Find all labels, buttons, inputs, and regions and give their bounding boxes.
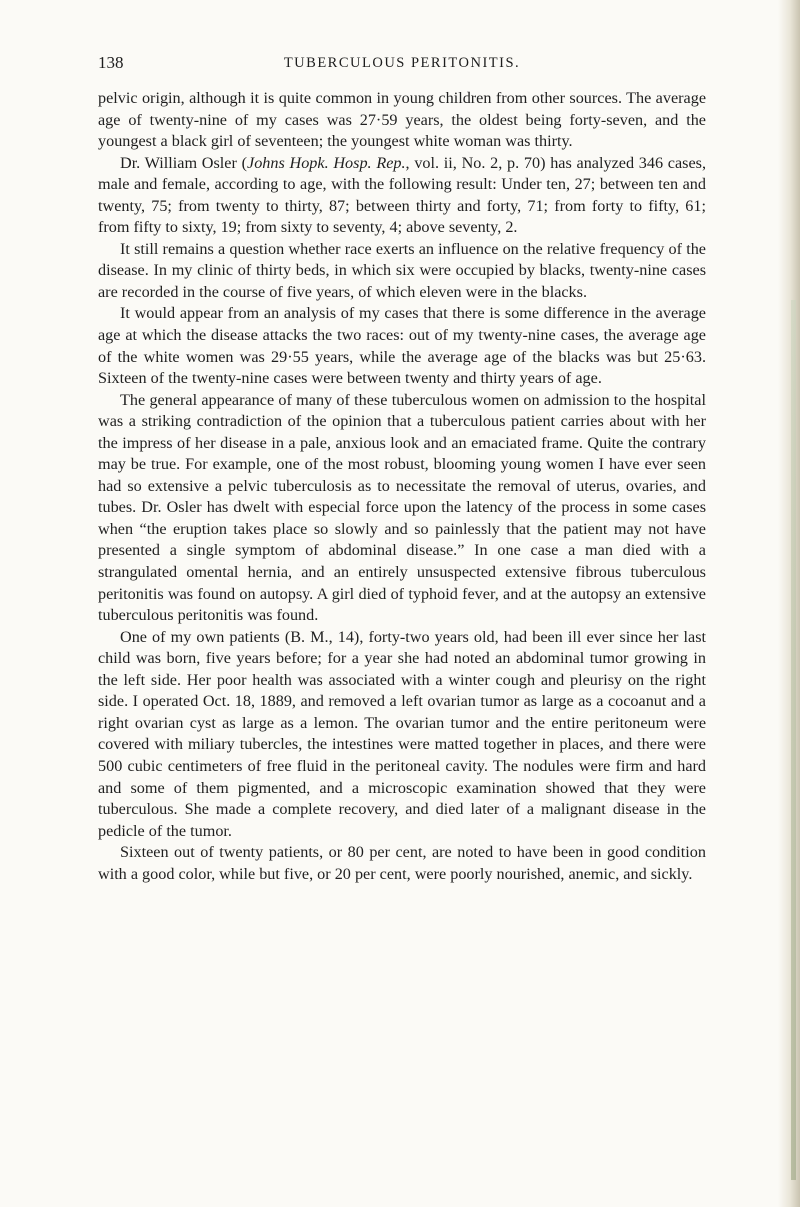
paragraph: pelvic origin, although it is quite common in young children from other sources. The average age of twenty-nine of my cases was 27·59 years, the oldest being forty-seven, and the youngest a black girl of seventeen; the youngest white woman was thirty. bbox=[98, 89, 706, 151]
page-header bbox=[98, 53, 706, 77]
paragraph: It would appear from an analysis of my cases that there is some difference in the average age at which the disease attacks the two races: out of my twenty-nine cases, the average age of the white women was 29·55 years, while the average age of the blacks was but 25·63. Sixteen of the twenty-nine cases were between twenty and thirty years of age. bbox=[98, 304, 706, 388]
page-number: 138 bbox=[98, 53, 124, 72]
paragraph: One of my own patients (B. M., 14), forty-two years old, had been ill ever since her last child was born, five years before; for a year she had noted an abdominal tumor growing in the left side. Her poor health was associated with a winter cough and pleurisy on the right side. I operated Oct. 18, 1889, and removed a left ovarian tumor as large as a cocoanut and a right ovarian cyst as large as a lemon. The ovarian tumor and the entire peritoneum were covered with miliary tubercles, the intestines were matted together in places, and there were 500 cubic centimeters of free fluid in the peritoneal cavity. The nodules were firm and hard and some of them pigmented, and a microscopic examination showed that they were tuberculous. She made a complete recovery, and died later of a malignant disease in the pedicle of the tumor. bbox=[98, 627, 706, 840]
paragraph: The general appearance of many of these tuberculous women on admission to the hospital was a striking contradiction of the opinion that a tuberculous patient carries about with her the impress of her disease in a pale, anxious look and an emaciated frame. Quite the contrary may be true. For example, one of the most robust, blooming young women I have ever seen had so extensive a pelvic tuberculosis as to necessitate the removal of uterus, ovaries, and tubes. Dr. Osler has dwelt with especial force upon the latency of the process in some cases when “the eruption takes place so slowly and so painlessly that the patient may not have presented a single symptom of abdominal disease.” In one case a man died with a strangulated omental hernia, and an entirely unsuspected extensive fibrous tuberculous peritonitis was found on autopsy. A girl died of typhoid fever, and at the autopsy an extensive tuberculous peritonitis was found. bbox=[98, 390, 706, 625]
paragraph-osler-analysis bbox=[98, 153, 706, 239]
paragraph: Sixteen out of twenty patients, or 80 per cent, are noted to have been in good condition with a good color, while but five, or 20 per cent, were poorly nourished, anemic, and sickly. bbox=[98, 843, 706, 883]
page-edge-stain bbox=[791, 300, 796, 1180]
body-text bbox=[98, 88, 706, 885]
page-edge-shadow bbox=[778, 0, 800, 1207]
citation-title: Johns Hopk. Hosp. Rep. bbox=[247, 153, 406, 172]
citation-post: , vol. ii, No. 2, p. 70) has analyzed 346 cases, male and female, according to age, with the following result: Under ten, 27; between ten and twenty, 75; from twenty to thirty, 87; between thirty and forty, 71; from forty to fifty, 61; from fifty to sixty, 19; from sixty to seventy, 4; above seventy, 2. bbox=[98, 153, 707, 237]
paragraph: It still remains a question whether race exerts an influence on the relative frequency of the disease. In my clinic of thirty beds, in which six were occupied by blacks, twenty-nine cases are recorded in the course of five years, of which eleven were in the blacks. bbox=[98, 239, 706, 301]
citation-pre: Dr. William Osler ( bbox=[120, 153, 248, 172]
running-head: TUBERCULOUS PERITONITIS. bbox=[283, 55, 521, 71]
